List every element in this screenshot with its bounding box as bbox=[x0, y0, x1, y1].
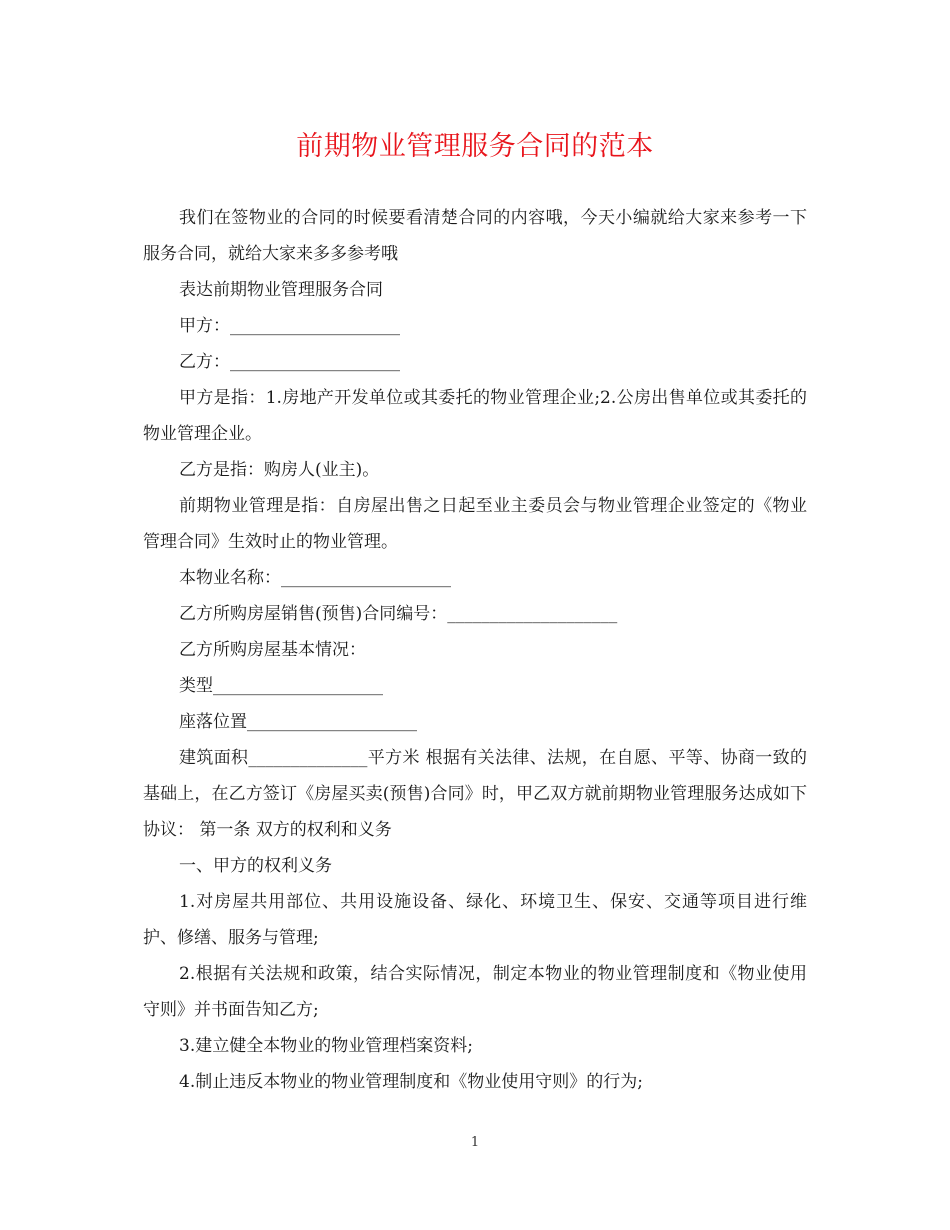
document-title: 前期物业管理服务合同的范本 bbox=[296, 131, 654, 162]
type-line: 类型____________________ bbox=[179, 676, 383, 696]
paragraph: 表达前期物业管理服务合同 bbox=[179, 280, 383, 300]
property-name-line: 本物业名称：____________________ bbox=[179, 568, 451, 588]
paragraph: 乙方是指：购房人(业主)。 bbox=[179, 460, 380, 480]
paragraph: 乙方所购房屋基本情况： bbox=[179, 640, 366, 660]
section-heading: 一、甲方的权利义务 bbox=[179, 856, 332, 876]
list-item: 1.对房屋共用部位、共用设施设备、绿化、环境卫生、保安、交通等项目进行维护、修缮、服务与管理; bbox=[143, 892, 807, 948]
list-item: 4.制止违反本物业的物业管理制度和《物业使用守则》的行为; bbox=[179, 1072, 643, 1092]
location-line: 座落位置____________________ bbox=[179, 712, 417, 732]
page-number: 1 bbox=[470, 1135, 480, 1150]
paragraph: 建筑面积______________平方米 根据有关法律、法规，在自愿、平等、协商一致的基础上，在乙方签订《房屋买卖(预售)合同》时，甲乙双方就前期物业管理服务达成如下协议： 第一条 双方的权利和义务 bbox=[143, 748, 807, 840]
document-body bbox=[143, 200, 807, 1100]
paragraph: 甲方是指：1.房地产开发单位或其委托的物业管理企业;2.公房出售单位或其委托的物业管理企业。 bbox=[143, 388, 807, 444]
list-item: 2.根据有关法规和政策，结合实际情况，制定本物业的物业管理制度和《物业使用守则》并书面告知乙方; bbox=[143, 964, 807, 1020]
paragraph: 前期物业管理是指：自房屋出售之日起至业主委员会与物业管理企业签定的《物业管理合同》生效时止的物业管理。 bbox=[143, 496, 807, 552]
party-a-line: 甲方：____________________ bbox=[179, 316, 400, 336]
list-item: 3.建立健全本物业的物业管理档案资料; bbox=[179, 1036, 473, 1056]
party-b-line: 乙方：____________________ bbox=[179, 352, 400, 372]
contract-number-line: 乙方所购房屋销售(预售)合同编号：____________________ bbox=[179, 604, 618, 624]
paragraph: 我们在签物业的合同的时候要看清楚合同的内容哦，今天小编就给大家来参考一下服务合同，就给大家来多多参考哦 bbox=[143, 208, 807, 264]
